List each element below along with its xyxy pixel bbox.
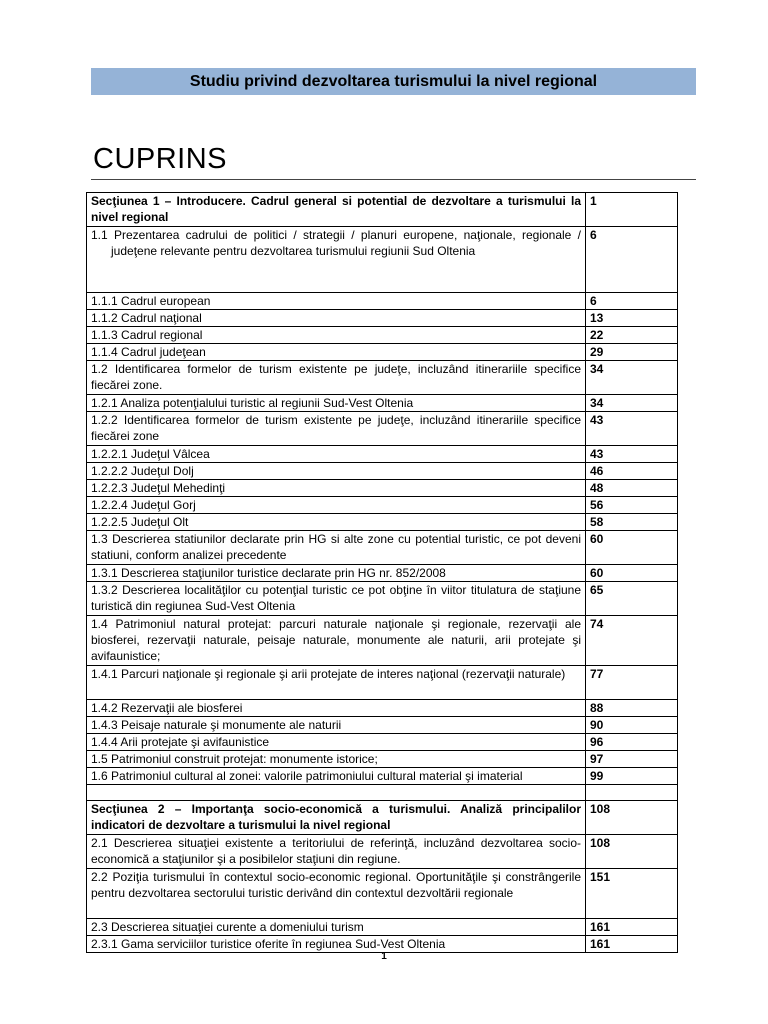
toc-row [87,700,678,717]
toc-entry: 1.4 Patrimoniul natural protejat: parcuri naturale naţionale şi regionale, rezervaţii ale biosferei, rezervaţii naturale, peisaje naturale, monumente ale naturii, arii protejate şi avifaunistice; [87,616,586,666]
toc-row [87,412,678,446]
toc-entry: 1.3.1 Descrierea staţiunilor turistice declarate prin HG nr. 852/2008 [87,565,586,582]
document-title-banner [91,68,696,95]
toc-entry: 2.3.1 Gama serviciilor turistice oferite în regiunea Sud-Vest Oltenia [87,936,586,953]
toc-entry: Secţiunea 1 – Introducere. Cadrul general si potential de dezvoltare a turismului la nivel regional [87,193,586,227]
toc-page: 48 [586,480,678,497]
toc-row [87,582,678,616]
toc-entry: 1.4.4 Arii protejate şi avifaunistice [87,734,586,751]
toc-row [87,293,678,310]
toc-page: 58 [586,514,678,531]
toc-entry: 1.2.2.2 Judeţul Dolj [87,463,586,480]
toc-page: 22 [586,327,678,344]
toc-page: 6 [586,293,678,310]
document-title: Studiu privind dezvoltarea turismului la nivel regional [189,72,598,90]
toc-row [87,565,678,582]
toc-entry: 1.4.1 Parcuri naţionale şi regionale şi arii protejate de interes naţional (rezervaţii naturale) [87,666,586,700]
toc-entry [87,785,586,801]
toc-page: 108 [586,801,678,835]
toc-entry: 1.3.2 Descrierea localităţilor cu potenţial turistic ce pot obţine în viitor titulatura de staţiune turistică din regiunea Sud-Vest Oltenia [87,582,586,616]
toc-row [87,514,678,531]
toc-entry: 1.6 Patrimoniul cultural al zonei: valorile patrimoniului cultural material şi imaterial [87,768,586,785]
toc-page: 99 [586,768,678,785]
toc-page: 97 [586,751,678,768]
toc-page: 34 [586,361,678,395]
toc-page: 1 [586,193,678,227]
toc-row [87,936,678,953]
toc-entry: 1.2.2.5 Judeţul Olt [87,514,586,531]
table-of-contents [86,192,678,953]
toc-page: 90 [586,717,678,734]
toc-page: 34 [586,395,678,412]
toc-entry: 1.1.4 Cadrul judeţean [87,344,586,361]
toc-row [87,344,678,361]
toc-entry: 1.2 Identificarea formelor de turism existente pe judeţe, incluzând itinerariile specifice fiecărei zone. [87,361,586,395]
toc-entry: 1.1.3 Cadrul regional [87,327,586,344]
toc-entry: 1.4.3 Peisaje naturale şi monumente ale naturii [87,717,586,734]
toc-entry: 2.1 Descrierea situaţiei existente a teritoriului de referinţă, incluzând dezvoltarea socio-economică a staţiunilor şi a posibilelor staţiuni din regiune. [87,835,586,869]
toc-entry: Secţiunea 2 – Importanţa socio-economică a turismului. Analiză principalilor indicatori de dezvoltare a turismului la nivel regional [87,801,586,835]
page-number: 1 [381,951,387,962]
toc-page: 88 [586,700,678,717]
toc-page: 29 [586,344,678,361]
toc-page: 13 [586,310,678,327]
toc-page: 96 [586,734,678,751]
toc-row [87,361,678,395]
toc-page: 43 [586,446,678,463]
toc-entry: 1.2.2.3 Judeţul Mehedinţi [87,480,586,497]
heading-underline [91,179,696,180]
toc-entry: 1.1.1 Cadrul european [87,293,586,310]
toc-row [87,734,678,751]
toc-row [87,531,678,565]
toc-page: 6 [586,227,678,293]
toc-row [87,310,678,327]
toc-page: 74 [586,616,678,666]
toc-page: 161 [586,936,678,953]
toc-heading: CUPRINS [93,143,228,175]
toc-page: 77 [586,666,678,700]
toc-page: 60 [586,565,678,582]
toc-row [87,835,678,869]
toc-row [87,919,678,936]
toc-entry: 1.2.2 Identificarea formelor de turism existente pe judeţe, incluzând itinerariile specifice fiecărei zone [87,412,586,446]
toc-row [87,869,678,919]
toc-entry: 1.1 Prezentarea cadrului de politici / strategii / planuri europene, naţionale, regionale / judeţene relevante pentru dezvoltarea turismului regiunii Sud Oltenia [87,227,586,293]
toc-entry: 2.2 Poziţia turismului în contextul socio-economic regional. Oportunităţile şi constrângerile pentru dezvoltarea sectorului turistic derivând din contextul dezvoltării regionale [87,869,586,919]
toc-page: 46 [586,463,678,480]
toc-entry: 1.4.2 Rezervaţii ale biosferei [87,700,586,717]
toc-row [87,193,678,227]
toc-row [87,327,678,344]
toc-page: 65 [586,582,678,616]
toc-row [87,497,678,514]
toc-row [87,463,678,480]
toc-page: 43 [586,412,678,446]
toc-entry: 1.5 Patrimoniul construit protejat: monumente istorice; [87,751,586,768]
toc-entry: 1.3 Descrierea statiunilor declarate prin HG si alte zone cu potential turistic, ce pot deveni statiuni, conform analizei precedente [87,531,586,565]
toc-entry: 1.1.2 Cadrul naţional [87,310,586,327]
toc-row-blank [87,785,678,801]
toc-row [87,446,678,463]
toc-entry: 2.3 Descrierea situaţiei curente a domeniului turism [87,919,586,936]
toc-row [87,801,678,835]
toc-row [87,480,678,497]
toc-page: 60 [586,531,678,565]
toc-page: 108 [586,835,678,869]
toc-row [87,768,678,785]
toc-row [87,616,678,666]
toc-row [87,666,678,700]
toc-row [87,395,678,412]
toc-page [586,785,678,801]
toc-page: 56 [586,497,678,514]
toc-entry: 1.2.2.4 Judeţul Gorj [87,497,586,514]
toc-row [87,717,678,734]
toc-page: 161 [586,919,678,936]
toc-page: 151 [586,869,678,919]
toc-row [87,751,678,768]
toc-row [87,227,678,293]
toc-entry: 1.2.1 Analiza potenţialului turistic al regiunii Sud-Vest Oltenia [87,395,586,412]
toc-entry: 1.2.2.1 Judeţul Vâlcea [87,446,586,463]
